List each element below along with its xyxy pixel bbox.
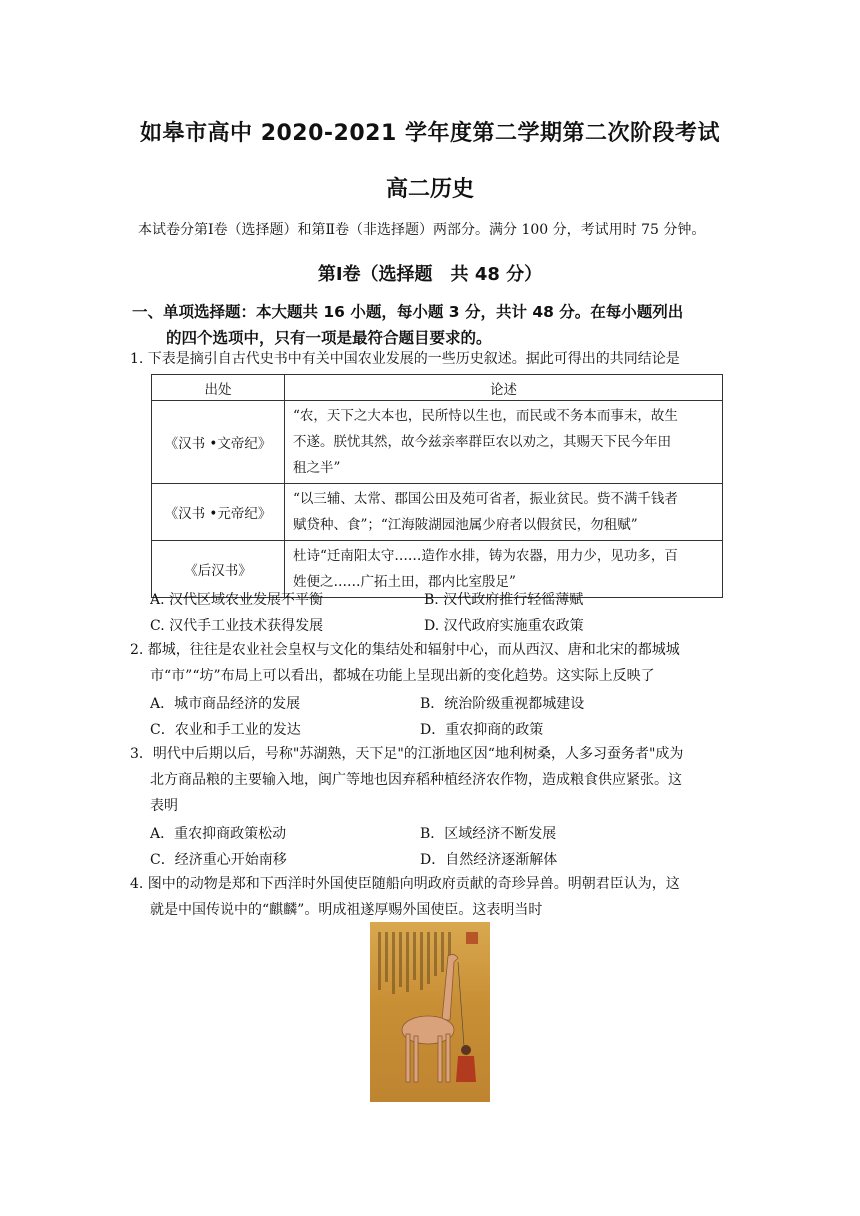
option-b: B. 汉代政府推行轻徭薄赋 xyxy=(424,592,584,608)
keeper-figure xyxy=(456,962,476,1082)
statement-line: 赋贷种、食”；“江海陂湖园池属少府者以假贫民，勿租赋” xyxy=(293,517,638,533)
option-b: B．区域经济不断发展 xyxy=(420,826,557,842)
statement-line: “农，天下之大本也，民所恃以生也，而民或不务本而事末，故生 xyxy=(293,408,678,424)
table-cell-source: 《汉书 •元帝纪》 xyxy=(152,484,285,541)
statement-line: 不遂。朕忧其然，故今兹亲率群臣农以劝之，其赐天下民今年田 xyxy=(293,434,671,450)
option-d: D. 汉代政府实施重农政策 xyxy=(424,618,584,634)
question-3-line2: 北方商品粮的主要输入地，闽广等地也因弃稻种植经济农作物，造成粮食供应紧张。这 xyxy=(150,772,682,788)
section-one-heading xyxy=(132,299,732,351)
question-3-line1: 3．明代中后期以后，号称"苏湖熟，天下足"的江浙地区因“地利树桑，人多习蚕务者"成为 xyxy=(130,746,684,762)
question-4-stem xyxy=(130,871,680,923)
exam-subtitle: 高二历史 xyxy=(385,177,474,202)
section-one-line2: 的四个选项中，只有一项是最符合题目要求的。 xyxy=(166,329,492,347)
question-3-stem xyxy=(130,741,683,819)
table-header-source: 出处 xyxy=(152,375,285,401)
table-cell-source: 《汉书 •文帝纪》 xyxy=(152,401,285,484)
question-2-line2: 市“市”“坊”布局上可以看出，都城在功能上呈现出新的变化趋势。这实际上反映了 xyxy=(150,668,655,684)
giraffe-painting-icon xyxy=(370,922,490,1102)
question-1-stem xyxy=(130,346,680,372)
option-b: B．统治阶级重视都城建设 xyxy=(420,696,585,712)
statement-line: “以三辅、太常、郡国公田及苑可省者，振业贫民。赀不满千钱者 xyxy=(293,491,678,507)
option-a: A．重农抑商政策松动 xyxy=(150,826,287,842)
question-2-stem xyxy=(130,637,680,689)
option-a: A. 汉代区域农业发展不平衡 xyxy=(150,592,324,608)
table-header-statement: 论述 xyxy=(285,375,723,401)
option-d: D．重农抑商的政策 xyxy=(420,722,544,738)
giraffe-painting-image xyxy=(370,922,490,1102)
option-a: A．城市商品经济的发展 xyxy=(150,696,301,712)
exam-title: 如皋市高中 2020-2021 学年度第二学期第二次阶段考试 xyxy=(140,121,720,146)
table-row xyxy=(152,484,723,541)
section-one-line1: 一、单项选择题：本大题共 16 小题，每小题 3 分，共计 48 分。在每小题列出 xyxy=(132,303,684,321)
question-3-line3: 表明 xyxy=(150,798,178,814)
table-cell-statement xyxy=(285,401,723,484)
question-4-line2: 就是中国传说中的“麒麟”。明成祖遂厚赐外国使臣。这表明当时 xyxy=(150,902,543,918)
option-c: C. 汉代手工业技术获得发展 xyxy=(150,618,324,634)
question-1-text: 1. 下表是摘引自古代史书中有关中国农业发展的一些历史叙述。据此可得出的共同结论是 xyxy=(130,351,680,367)
option-c: C．农业和手工业的发达 xyxy=(150,722,301,738)
statement-line: 租之半” xyxy=(293,460,341,476)
statement-line: 姓便之……广拓土田，郡内比室殷足” xyxy=(293,574,516,590)
part-one-title: 第Ⅰ卷（选择题 共 48 分） xyxy=(317,264,543,285)
table-cell-source: 《后汉书》 xyxy=(152,541,285,598)
question-4-line1: 4. 图中的动物是郑和下西洋时外国使臣随船向明政府贡献的奇珍异兽。明朝君臣认为，这 xyxy=(130,876,680,892)
statement-line: 杜诗“迁南阳太守……造作水排，铸为农器，用力少，见功多，百 xyxy=(293,548,678,564)
option-c: C．经济重心开始南移 xyxy=(150,852,287,868)
table-cell-statement xyxy=(285,484,723,541)
exam-intro: 本试卷分第Ⅰ卷（选择题）和第Ⅱ卷（非选择题）两部分。满分 100 分，考试用时 75 分钟。 xyxy=(138,222,706,238)
question-1-table xyxy=(151,374,723,598)
table-header-row xyxy=(152,375,723,401)
table-row xyxy=(152,401,723,484)
option-d: D．自然经济逐渐解体 xyxy=(420,852,558,868)
question-2-line1: 2. 都城，往往是农业社会皇权与文化的集结处和辐射中心，而从西汉、唐和北宋的都城城 xyxy=(130,642,680,658)
